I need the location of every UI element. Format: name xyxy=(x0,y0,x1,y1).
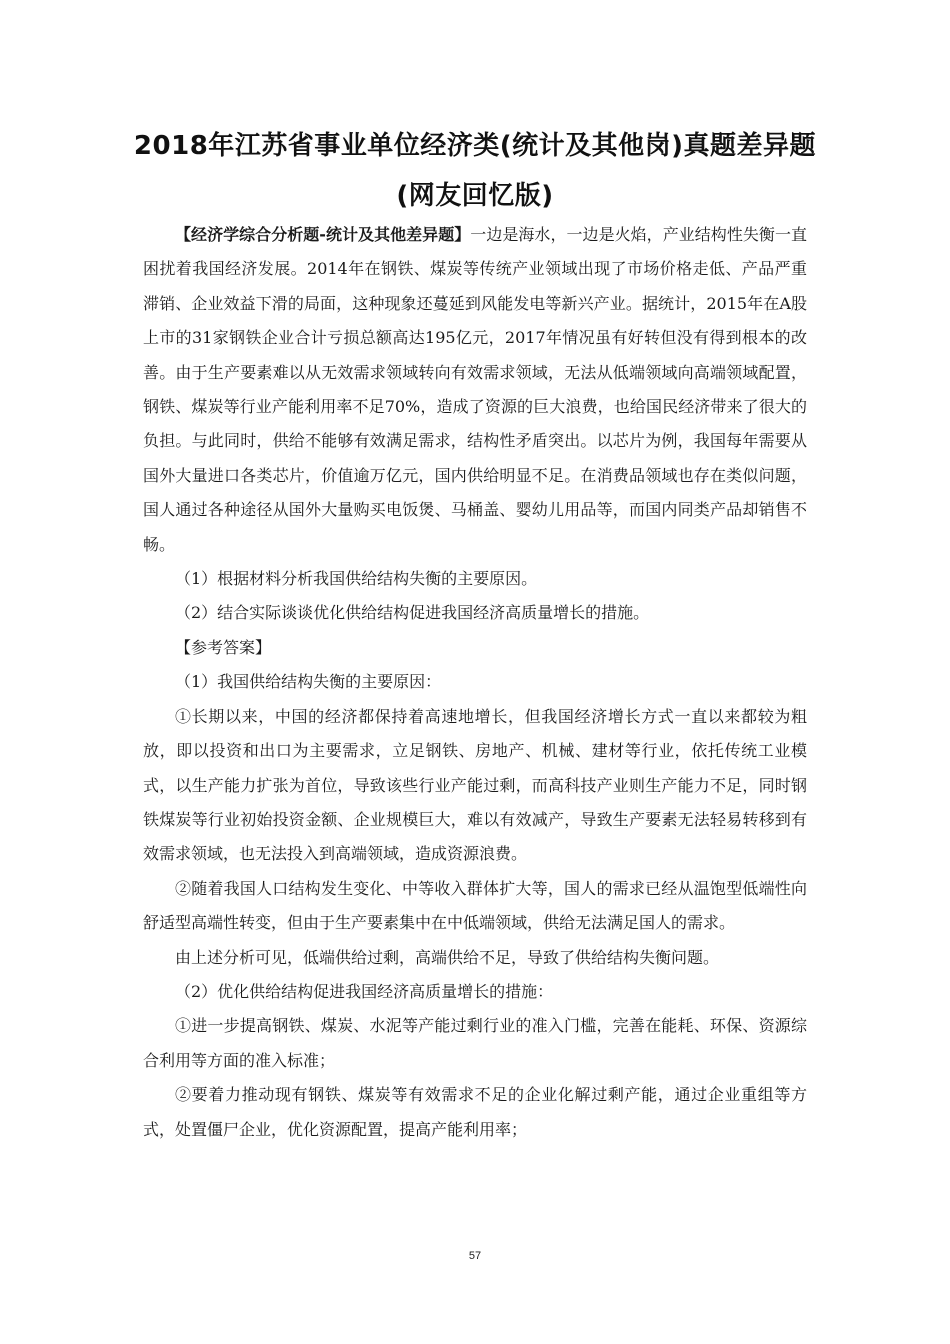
answer-paragraph: ②要着力推动现有钢铁、煤炭等有效需求不足的企业化解过剩产能，通过企业重组等方式，处置僵尸企业，优化资源配置，提高产能利用率； xyxy=(143,1085,807,1139)
document-body xyxy=(143,218,807,1147)
answer-label: 【参考答案】 xyxy=(175,637,272,657)
material-label: 【经济学综合分析题-统计及其他差异题】 xyxy=(175,225,471,244)
material-paragraph xyxy=(143,218,807,562)
answer-paragraph: （1）我国供给结构失衡的主要原因： xyxy=(175,672,442,692)
answer-paragraph: （2）优化供给结构促进我国经济高质量增长的措施： xyxy=(175,981,554,1001)
page-number: 57 xyxy=(468,1250,482,1262)
material-text: 一边是海水，一边是火焰，产业结构性失衡一直困扰着我国经济发展。2014年在钢铁、煤炭等传统产业领域出现了市场价格走低、产品严重滞销、企业效益下滑的局面，这种现象还蔓延到风能发电等新兴产业。据统计，2015年在A股上市的31家钢铁企业合计亏损总额高达195亿元，2017年情况虽有好转但没有得到根本的改善。由于生产要素难以从无效需求领域转向有效需求领域，无法从低端领域向高端领域配置，钢铁、煤炭等行业产能利用率不足70%，造成了资源的巨大浪费，也给国民经济带来了很大的负担。与此同时，供给不能够有效满足需求，结构性矛盾突出。以芯片为例，我国每年需要从国外大量进口各类芯片，价值逾万亿元，国内供给明显不足。在消费品领域也存在类似问题，国人通过各种途径从国外大量购买电饭煲、马桶盖、婴幼儿用品等，而国内同类产品却销售不畅。 xyxy=(143,225,807,554)
document-subtitle: (网友回忆版) xyxy=(396,181,554,211)
question-1: （1）根据材料分析我国供给结构失衡的主要原因。 xyxy=(175,569,538,589)
answer-paragraph: 由上述分析可见，低端供给过剩，高端供给不足，导致了供给结构失衡问题。 xyxy=(175,947,720,967)
question-2: （2）结合实际谈谈优化供给结构促进我国经济高质量增长的措施。 xyxy=(175,603,650,623)
document-title: 2018年江苏省事业单位经济类(统计及其他岗)真题差异题 xyxy=(133,131,817,161)
answer-paragraph: ②随着我国人口结构发生变化、中等收入群体扩大等，国人的需求已经从温饱型低端性向舒适型高端性转变，但由于生产要素集中在中低端领域，供给无法满足国人的需求。 xyxy=(143,878,807,933)
answer-paragraph: ①长期以来，中国的经济都保持着高速地增长，但我国经济增长方式一直以来都较为粗放，即以投资和出口为主要需求，立足钢铁、房地产、机械、建材等行业，依托传统工业模式，以生产能力扩张为首位，导致该些行业产能过剩，而高科技产业则生产能力不足，同时钢铁煤炭等行业初始投资金额、企业规模巨大，难以有效减产，导致生产要素无法轻易转移到有效需求领域，也无法投入到高端领域，造成资源浪费。 xyxy=(143,706,807,864)
answer-paragraph: ①进一步提高钢铁、煤炭、水泥等产能过剩行业的准入门槛，完善在能耗、环保、资源综合利用等方面的准入标准； xyxy=(143,1016,807,1070)
